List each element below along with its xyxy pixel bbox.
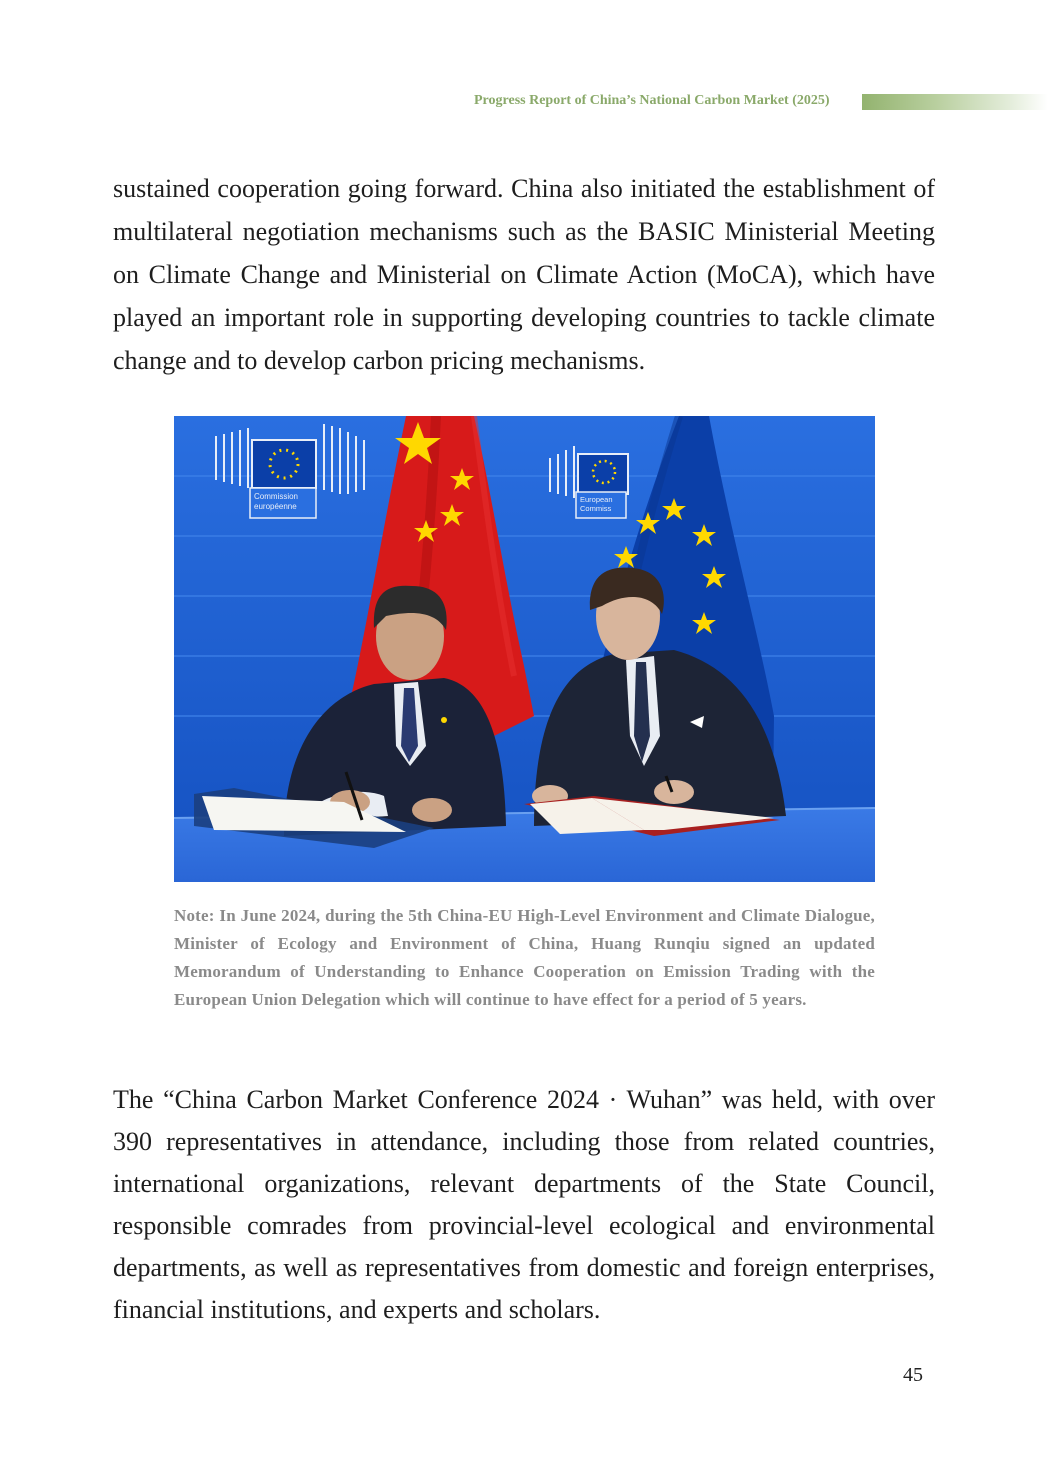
figure-caption: Note: In June 2024, during the 5th China-EU High-Level Environment and Climate Dialogue, Minister of Ecology and Environment of China, Huang Runqiu signed an updated Memorandum of Understanding to Enhance Cooperation on Emission Trading with the European Union Delegation which will continue to have effect for a period of 5 years. <box>174 906 875 1009</box>
body-paragraph-2: The “China Carbon Market Conference 2024 · Wuhan” was held, with over 390 representatives in attendance, including those from related countries, international organizations, relevant departments of the State Council, responsible comrades from provincial-level ecological and environmental departments, as well as representatives from domestic and foreign enterprises, financial institutions, and experts and scholars. <box>113 1085 935 1324</box>
logo-left-text-2: européenne <box>254 502 297 511</box>
signing-ceremony-photo <box>174 416 875 882</box>
header-gradient-bar <box>862 94 1048 110</box>
page-number: 45 <box>903 1364 923 1386</box>
logo-right-text-1: European <box>580 495 613 504</box>
running-header-title: Progress Report of China’s National Carbon Market (2025) <box>474 93 830 108</box>
logo-right-text-2: Commiss <box>580 504 612 513</box>
logo-left-text-1: Commission <box>254 492 299 501</box>
body-paragraph-1: sustained cooperation going forward. China also initiated the establishment of multilateral negotiation mechanisms such as the BASIC Ministerial Meeting on Climate Change and Ministerial on Climate Action (MoCA), which have played an important role in supporting developing countries to tackle climate change and to develop carbon pricing mechanisms. <box>113 174 935 375</box>
